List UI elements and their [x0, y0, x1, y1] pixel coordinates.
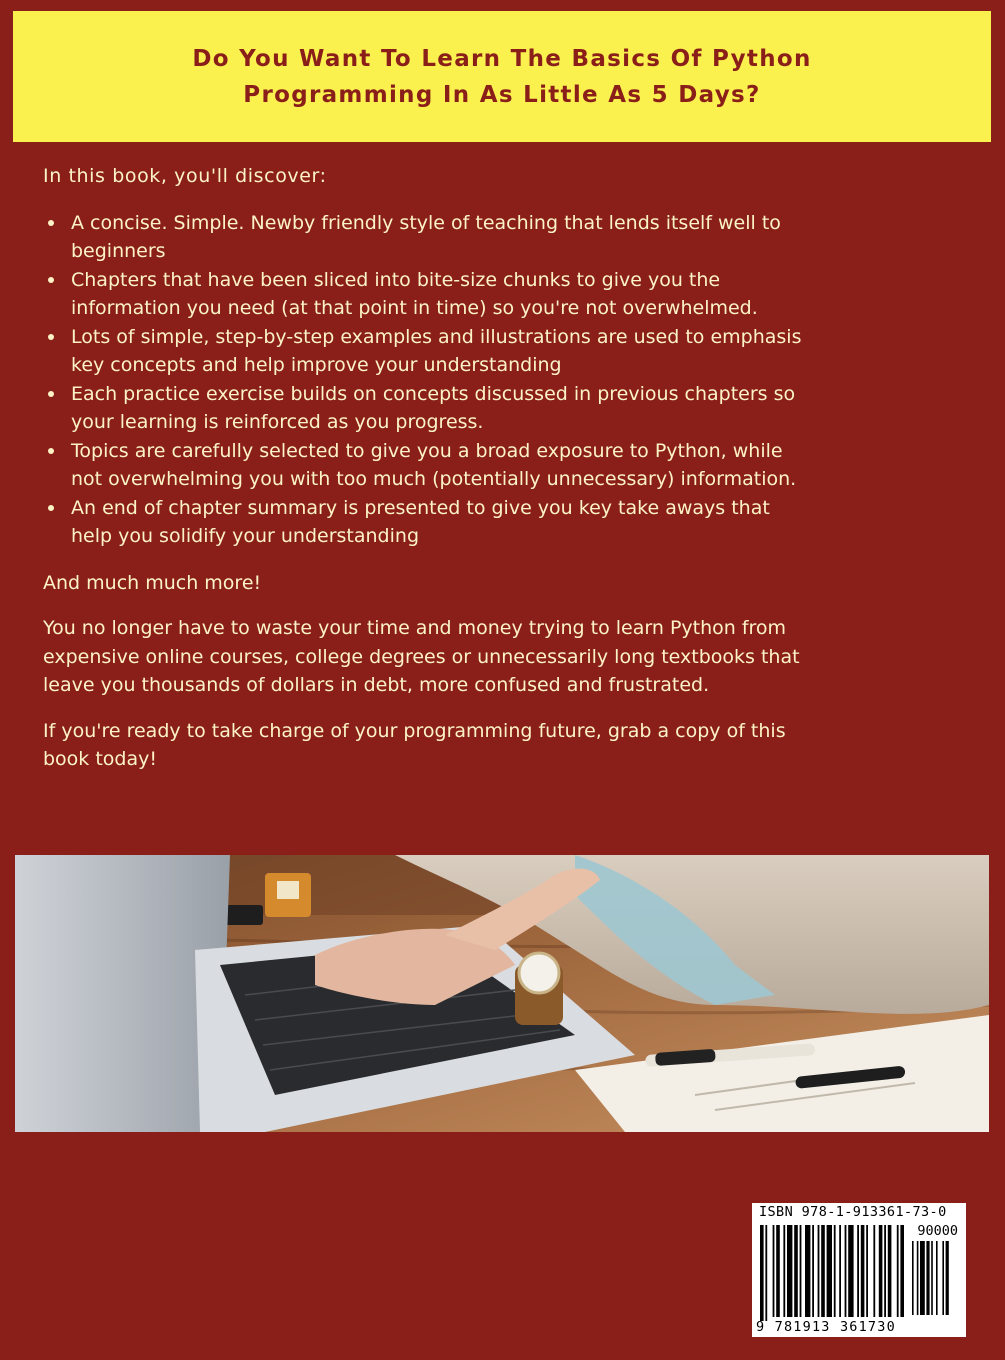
barcode-addon-bar [936, 1241, 938, 1315]
list-item-line: your learning is reinforced as you progress. [71, 411, 484, 433]
bullet-icon [48, 505, 54, 511]
barcode-bar [848, 1225, 853, 1317]
barcode-bar [866, 1225, 868, 1317]
feature-list [43, 209, 973, 551]
list-item [43, 437, 973, 494]
barcode-bar [773, 1225, 775, 1317]
pitch-line: leave you thousands of dollars in debt, more confused and frustrated. [43, 674, 710, 696]
barcode-bar [879, 1225, 883, 1317]
list-item [43, 209, 973, 266]
isbn-number: ISBN 978-1-913361-73-0 [759, 1204, 947, 1220]
barcode-bar [873, 1225, 875, 1317]
list-item-line: Chapters that have been sliced into bite-size chunks to give you the [71, 268, 721, 291]
pitch-paragraph [43, 614, 973, 700]
bullet-icon [48, 277, 54, 283]
barcode-bar [765, 1225, 767, 1321]
barcode-bar [897, 1225, 899, 1317]
barcode-bar [884, 1225, 886, 1317]
barcode-bar [812, 1225, 814, 1317]
barcode-bar [827, 1225, 832, 1317]
barcode-bar [834, 1225, 836, 1317]
barcode-bar [900, 1225, 904, 1317]
bullet-icon [48, 220, 54, 226]
barcode-label [752, 1203, 966, 1337]
barcode-bar [776, 1225, 780, 1317]
barcode-bar [857, 1225, 859, 1317]
barcode-addon-bar [917, 1241, 919, 1315]
list-item-line: Each practice exercise builds on concepts discussed in previous chapters so [71, 382, 796, 405]
list-item [43, 380, 973, 437]
bullet-icon [48, 391, 54, 397]
list-item [43, 494, 973, 551]
blurb [43, 162, 973, 791]
list-item-line: Topics are carefully selected to give you a broad exposure to Python, while [71, 439, 783, 462]
list-item-line: An end of chapter summary is presented to give you key take aways that [71, 496, 770, 519]
intro-text: In this book, you'll discover: [43, 165, 327, 187]
pitch-line: expensive online courses, college degrees or unnecessarily long textbooks that [43, 645, 800, 668]
list-item-line: not overwhelming you with too much (potentially unnecessary) information. [71, 468, 797, 490]
list-item-line: help you solidify your understanding [71, 525, 420, 547]
barcode-bar [783, 1225, 785, 1317]
barcode-bar [839, 1225, 841, 1317]
barcode-addon-bar [942, 1241, 944, 1315]
barcode-bar [818, 1225, 820, 1317]
bullet-icon [48, 448, 54, 454]
laptop-photo [15, 855, 989, 1132]
barcode-bar [800, 1225, 802, 1317]
price-code: 90000 [917, 1223, 958, 1239]
barcode-bar [794, 1225, 798, 1317]
barcode-addon-bar [946, 1241, 949, 1315]
list-item [43, 323, 973, 380]
barcode-bar [861, 1225, 865, 1317]
headline-line-1: Do You Want To Learn The Basics Of Python [192, 45, 812, 72]
headline-line-2: Programming In As Little As 5 Days? [243, 81, 761, 108]
barcode-bar [760, 1225, 764, 1321]
list-item-line: A concise. Simple. Newby friendly style of teaching that lends itself well to [71, 211, 781, 234]
list-item [43, 266, 973, 323]
barcode-addon-bar [920, 1241, 925, 1315]
barcode-bar [805, 1225, 810, 1317]
cta-line: If you're ready to take charge of your programming future, grab a copy of this [43, 719, 786, 742]
barcode-bar [787, 1225, 792, 1317]
barcode-bar [845, 1225, 847, 1317]
barcode-addon-bar [926, 1241, 929, 1315]
pitch-line: You no longer have to waste your time and money trying to learn Python from [43, 617, 787, 639]
barcode-bars [752, 1203, 966, 1337]
ean-number: 9 781913 361730 [756, 1319, 896, 1335]
cta-line: book today! [43, 748, 157, 770]
cta-paragraph [43, 717, 973, 774]
list-item-line: information you need (at that point in time) so you're not overwhelmed. [71, 297, 758, 319]
barcode-bar [888, 1225, 892, 1317]
bullet-icon [48, 334, 54, 340]
barcode-addon-bar [912, 1241, 914, 1315]
list-item-line: key concepts and help improve your understanding [71, 354, 562, 376]
barcode-addon-bar [931, 1241, 933, 1315]
barcode-bar [821, 1225, 825, 1317]
list-item-line: Lots of simple, step-by-step examples and illustrations are used to emphasis [71, 325, 802, 348]
list-item-line: beginners [71, 240, 166, 262]
more-text: And much much more! [43, 571, 262, 594]
headline-banner [13, 11, 991, 142]
